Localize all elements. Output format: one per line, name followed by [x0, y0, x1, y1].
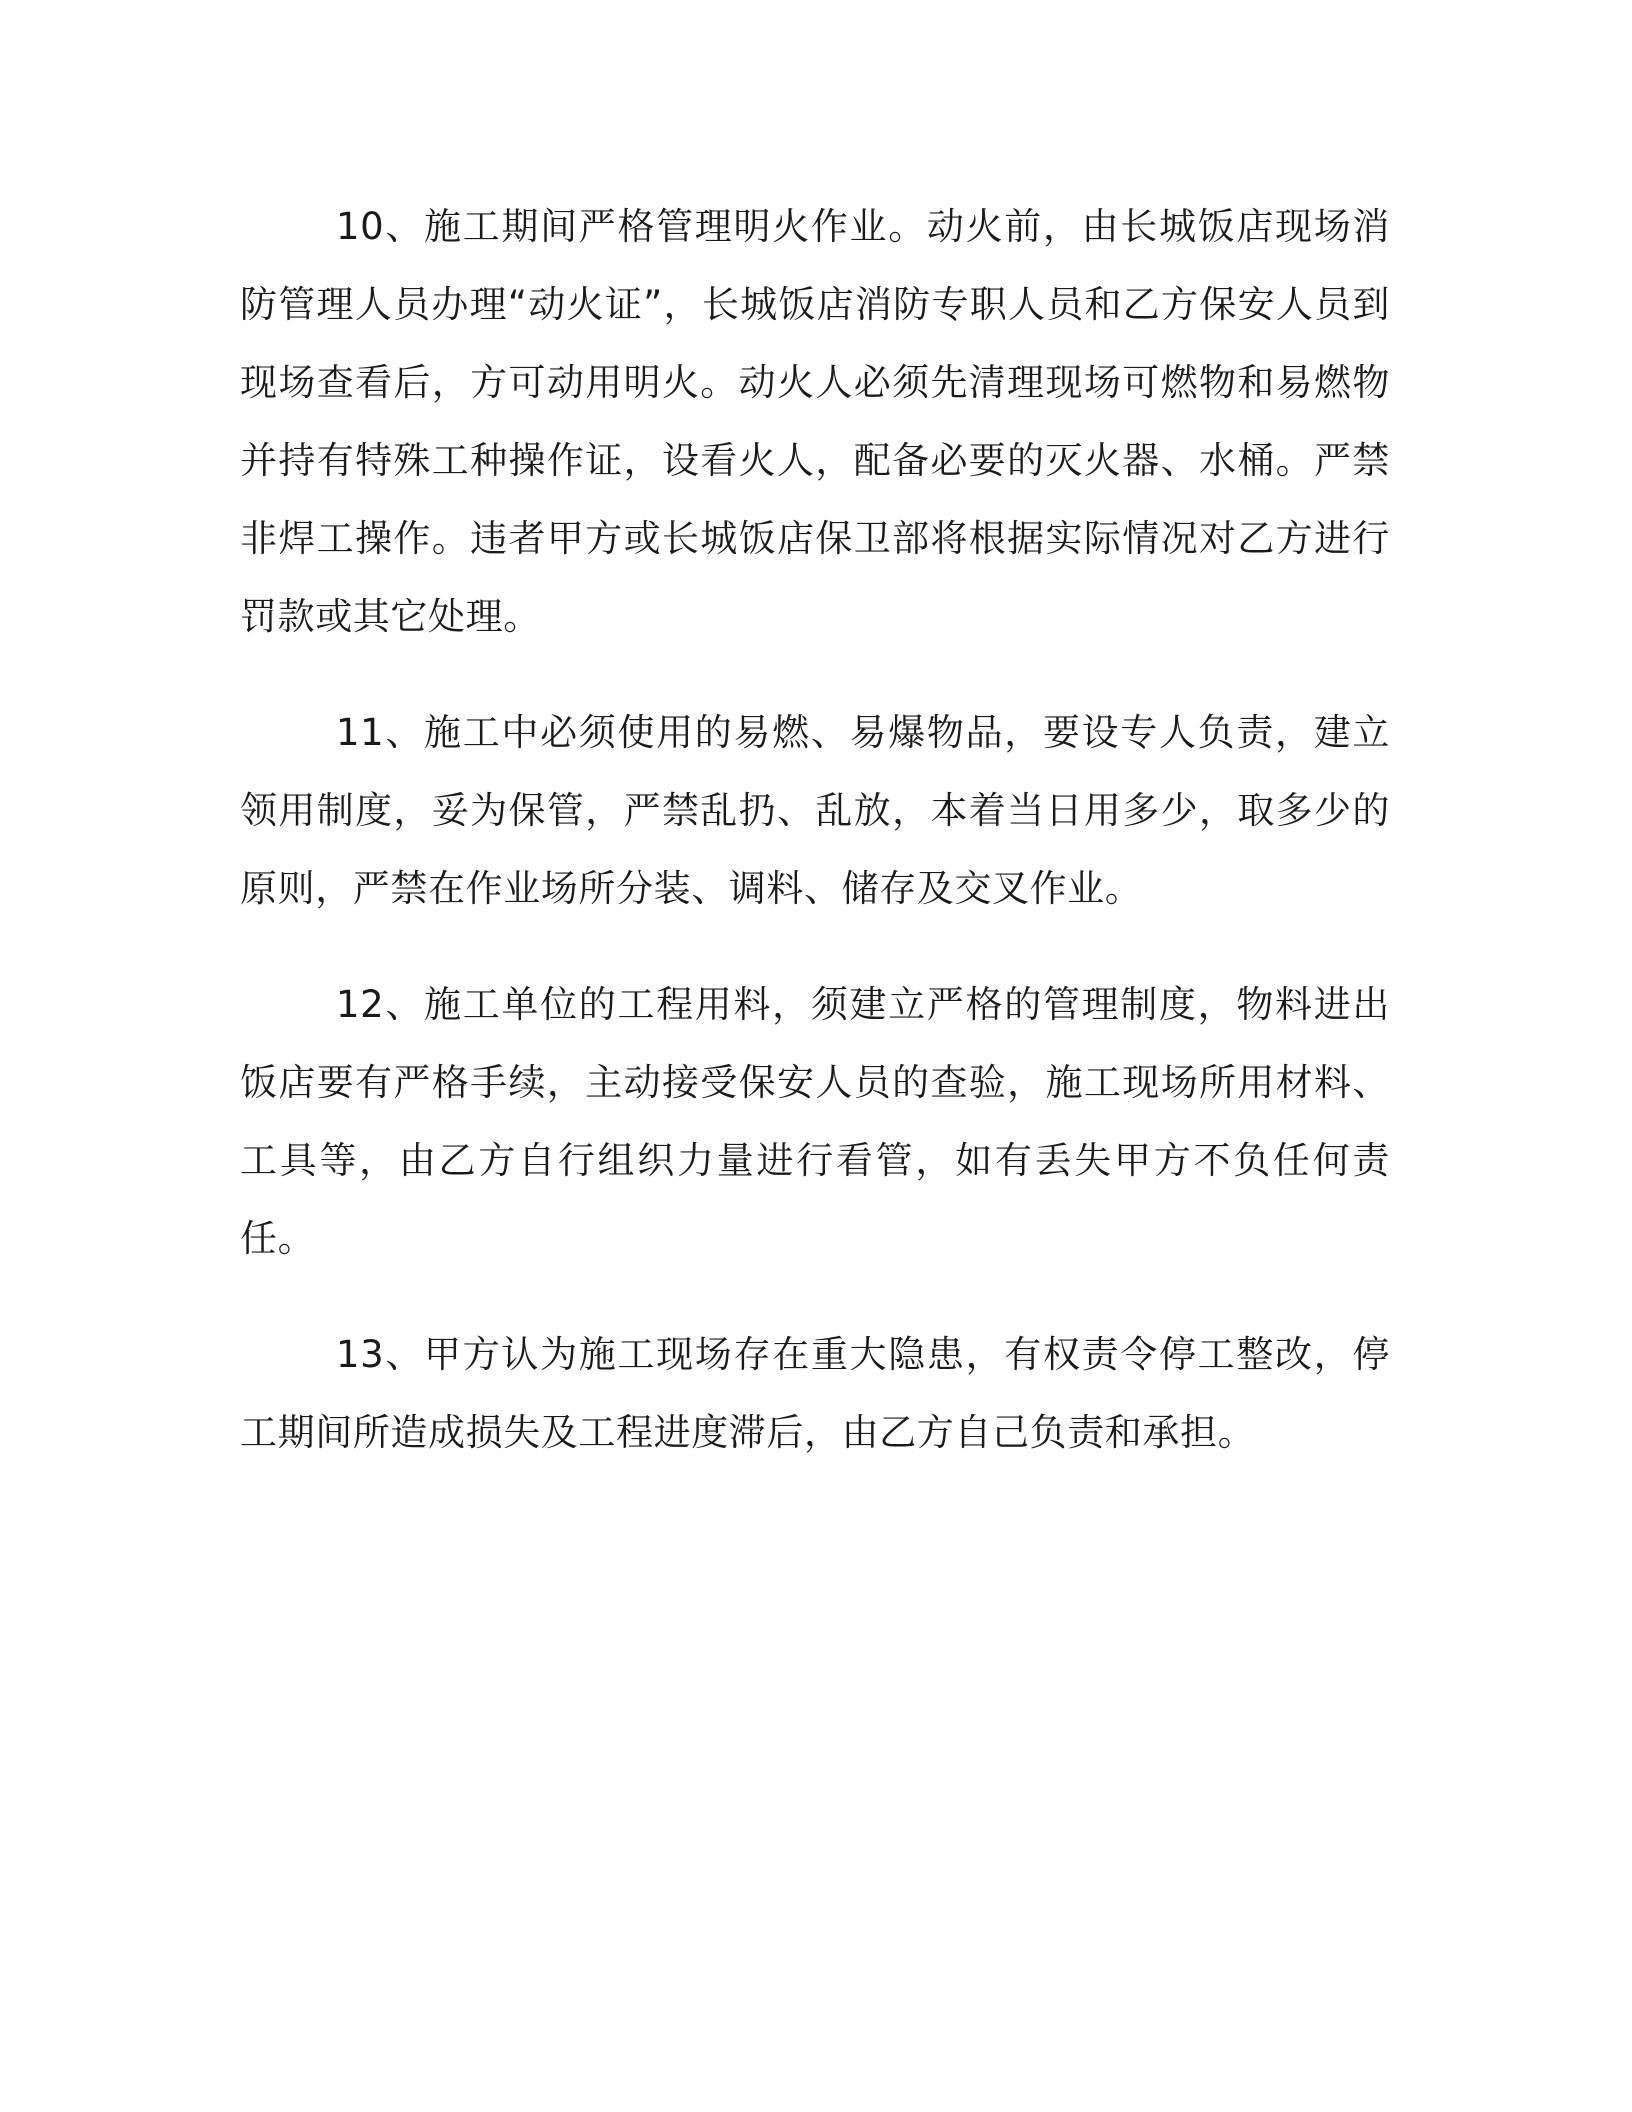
paragraph-10: 10、施工期间严格管理明火作业。动火前，由长城饭店现场消防管理人员办理“动火证”，长城饭店消防专职人员和乙方保安人员到现场查看后，方可动用明火。动火人必须先清理现场可燃物和易燃物并持有特殊工种操作证，设看火人，配备必要的灭火器、水桶。严禁非焊工操作。违者甲方或长城饭店保卫部将根据实际情况对乙方进行罚款或其它处理。 [240, 205, 1390, 638]
paragraph-11: 11、施工中必须使用的易燃、易爆物品，要设专人负责，建立领用制度，妥为保管，严禁乱扔、乱放，本着当日用多少，取多少的原则，严禁在作业场所分装、调料、储存及交叉作业。 [240, 711, 1390, 910]
document-body [240, 188, 1390, 1510]
paragraph-13: 13、甲方认为施工现场存在重大隐患，有权责令停工整改，停工期间所造成损失及工程进度滞后，由乙方自己负责和承担。 [240, 1333, 1390, 1454]
paragraph-12: 12、施工单位的工程用料，须建立严格的管理制度，物料进出饭店要有严格手续，主动接受保安人员的查验，施工现场所用材料、工具等，由乙方自行组织力量进行看管，如有丢失甲方不负任何责任。 [240, 983, 1390, 1260]
